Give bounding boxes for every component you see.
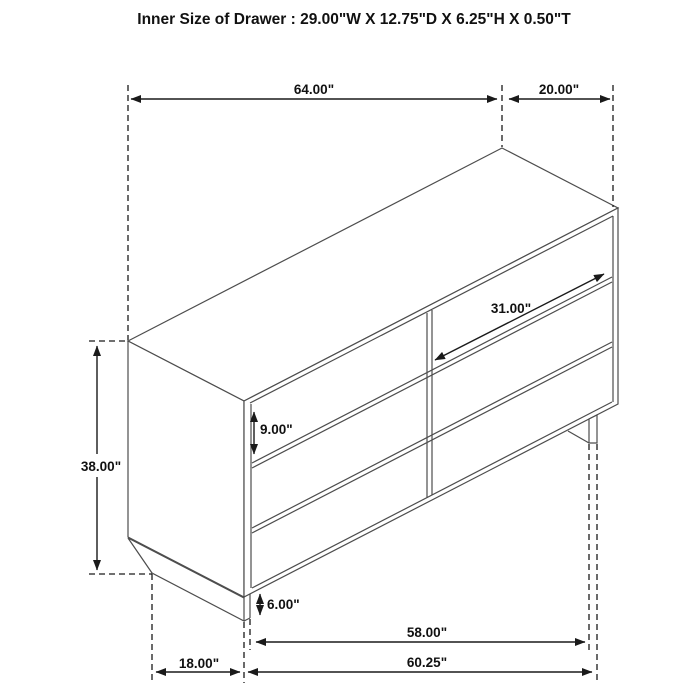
overall-width-label: 64.00" — [293, 82, 335, 97]
base-span-inner-label: 58.00" — [406, 625, 448, 640]
dresser-body — [128, 148, 618, 597]
drawer-inner-size-title: Inner Size of Drawer : 29.00"W X 12.75"D X 6.25"H X 0.50"T — [137, 11, 571, 28]
front-left-leg — [244, 594, 250, 621]
base-depth-label: 18.00" — [178, 656, 220, 671]
drawer-height-label: 9.00" — [260, 422, 293, 437]
overall-height-label: 38.00" — [80, 459, 122, 474]
base-span-outer-label: 60.25" — [406, 655, 448, 670]
base-height-label: 6.00" — [267, 597, 300, 612]
overall-depth-label: 20.00" — [538, 82, 580, 97]
drawer-width-label: 31.00" — [490, 301, 532, 316]
